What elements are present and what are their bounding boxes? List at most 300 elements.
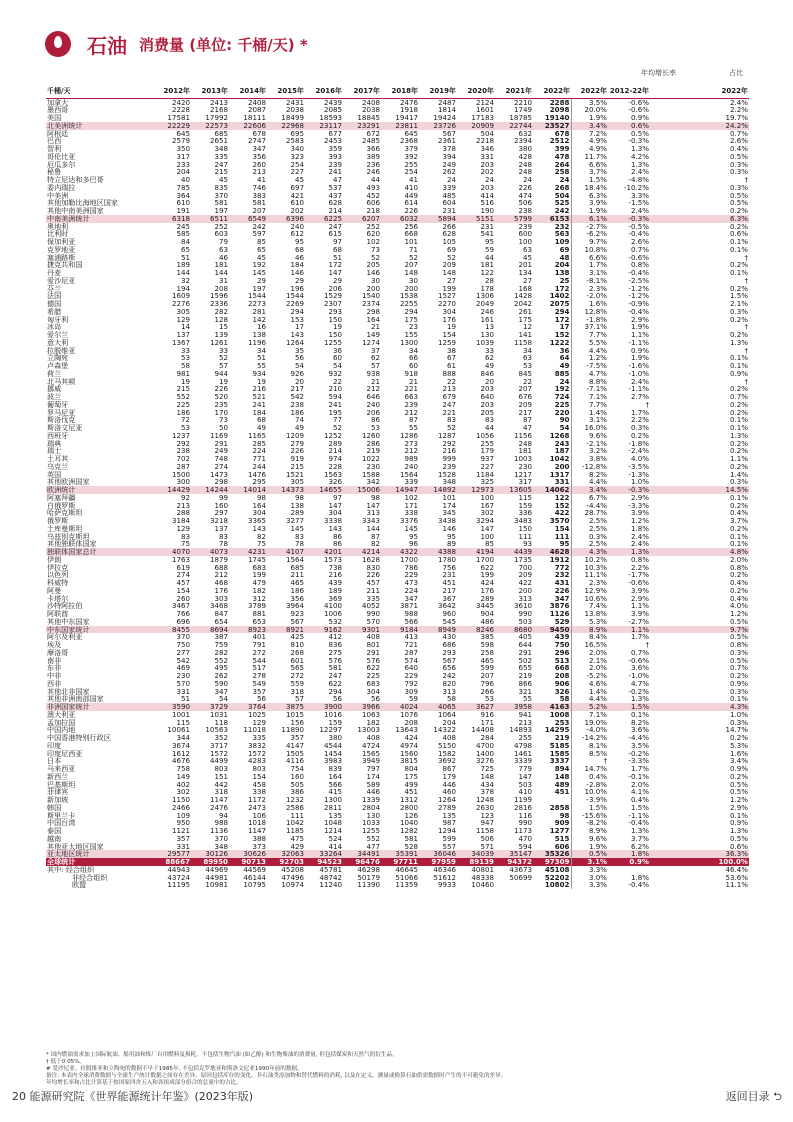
cell-value: 654 [214, 617, 228, 626]
cell-value: 56 [294, 354, 304, 362]
cell-value: 10974 [281, 881, 304, 889]
cell-value: 1199 [513, 796, 532, 804]
cell-value: 3.9% [630, 509, 649, 517]
cell-value: 13605 [495, 486, 533, 494]
cell-value: 505 [290, 780, 304, 789]
cell-value: 44981 [205, 873, 228, 882]
cell-value: 1025 [247, 710, 266, 719]
cell-value: 386 [290, 788, 304, 796]
cell-value: 184 [252, 408, 266, 417]
cell-value: 4499 [209, 757, 228, 765]
cell-value: 22573 [191, 122, 229, 130]
cell-value: 8.4% [571, 633, 608, 641]
cell-value: 676 [518, 393, 532, 401]
cell-value: 457 [366, 579, 380, 587]
cell-value: 947 [480, 819, 494, 827]
cell-value: 576 [328, 656, 342, 665]
cell-value: 215 [214, 168, 228, 176]
cell-value: 161 [480, 315, 494, 324]
cell-value: 109 [176, 811, 190, 820]
row-label: 阿尔及利亚 [47, 633, 83, 641]
cell-value: 1042 [285, 819, 304, 827]
cell-value: 12 [522, 323, 532, 331]
cell-value: 934 [252, 369, 266, 378]
cell-value: 279 [290, 439, 304, 448]
cell-value: 291 [214, 439, 228, 448]
cell-value: 18499 [281, 114, 304, 122]
cell-value: 1.7% [630, 633, 649, 641]
back-to-contents-link[interactable]: 返回目录 ⮌ [725, 1090, 782, 1103]
cell-value: 566 [404, 617, 418, 626]
cell-value: 50699 [509, 873, 532, 882]
cell-value: 5.5% [571, 339, 608, 347]
table-row [46, 626, 749, 634]
cell-value: 6549 [229, 215, 267, 223]
cell-value: 83 [446, 416, 456, 424]
cell-value: 0.1% [729, 424, 748, 432]
cell-value: 295 [252, 478, 266, 486]
cell-value: 197 [252, 284, 266, 293]
cell-value: 421 [290, 191, 304, 200]
cell-value: 199 [252, 571, 266, 579]
cell-value: 19 [180, 377, 190, 386]
cell-value: 52202 [544, 873, 570, 882]
cell-value: -3.3% [628, 757, 649, 765]
cell-value: 0.5% [729, 788, 748, 796]
cell-value: 106 [252, 811, 266, 820]
cell-value: 288 [176, 509, 190, 517]
cell-value: -1.1% [628, 385, 649, 393]
cell-value: 1018 [247, 819, 266, 827]
cell-value: 7.7% [571, 401, 608, 409]
cell-value: 216 [252, 385, 266, 393]
table-row [46, 292, 749, 300]
cell-value: 151 [214, 772, 228, 781]
cell-value: 1156 [513, 431, 532, 440]
cell-value: 345 [442, 509, 456, 517]
cell-value: 85 [484, 540, 494, 548]
cell-value: 475 [290, 834, 304, 843]
cell-value: 1277 [549, 827, 570, 835]
column-header: 2012年 [153, 86, 191, 98]
cell-value: 1033 [361, 819, 380, 827]
row-label: 孟加拉国 [47, 718, 76, 727]
cell-value: 33264 [305, 850, 343, 858]
cell-value: 0.5% [630, 129, 649, 138]
cell-value: -3.3% [628, 501, 649, 510]
cell-value: 335 [366, 594, 380, 603]
cell-value: 0.6% [729, 842, 748, 851]
cell-value: 14244 [191, 486, 229, 494]
row-label: 摩洛哥 [47, 648, 69, 657]
cell-value: 1222 [549, 338, 570, 347]
cell-value: -1.8% [628, 439, 649, 448]
cell-value: 346 [480, 145, 494, 153]
row-label: 冰岛 [47, 323, 62, 331]
cell-value: 413 [404, 633, 418, 641]
cell-value: 4388 [419, 548, 457, 556]
cell-value: 52 [370, 253, 380, 262]
cell-value: -3.9% [571, 796, 608, 804]
cell-value: 17992 [205, 114, 228, 122]
table-row [46, 447, 749, 455]
table-row [46, 254, 749, 262]
cell-value: 246 [480, 307, 494, 316]
table-row [46, 719, 749, 727]
cell-value: -1.6% [628, 362, 649, 370]
cell-value: 830 [366, 563, 380, 572]
cell-value: 702 [176, 455, 190, 463]
cell-value: 154 [176, 586, 190, 595]
cell-value: -1.0% [628, 369, 649, 378]
cell-value: 0.2% [729, 447, 748, 455]
footnote: # 爱沙尼亚、拉脱维亚和立陶宛的数据不早于1985年, 不包括克罗地亚和斯洛文尼亚1990年前的数据。 [46, 1066, 303, 1072]
cell-value: 601 [290, 656, 304, 665]
cell-value: 6.6% [571, 254, 608, 262]
cell-value: 229 [404, 571, 418, 579]
cell-value: 286 [366, 439, 380, 448]
cell-value: 0.4% [729, 145, 748, 153]
cell-value: 96476 [343, 858, 381, 866]
column-header: 2013年 [191, 86, 229, 98]
cell-value: 0.3% [729, 168, 748, 176]
cell-value: 3277 [285, 517, 304, 525]
cell-value: 3692 [437, 757, 456, 765]
cell-value: 54 [218, 695, 228, 703]
row-label: 英国 [47, 470, 62, 479]
cell-value: 217 [518, 408, 532, 417]
row-label: 拉脱维亚 [47, 346, 76, 355]
cell-value: 75 [180, 540, 190, 548]
cell-value: 0.2% [729, 261, 748, 269]
cell-value: 164 [328, 772, 342, 781]
cell-value: 1237 [171, 431, 190, 440]
cell-value: 2.0% [630, 780, 649, 789]
cell-value: 10061 [167, 726, 190, 734]
cell-value: 2630 [475, 803, 494, 812]
cell-value: 0.7% [729, 393, 748, 401]
cell-value: -0.1% [628, 772, 649, 781]
cell-value: 46298 [357, 865, 380, 874]
cell-value: 4065 [419, 703, 457, 711]
cell-value: 3483 [513, 517, 532, 525]
cell-value: 68 [332, 245, 342, 254]
cell-value: 147 [328, 269, 342, 277]
cell-value: 14.7% [571, 765, 608, 773]
cell-value: 203 [480, 160, 494, 169]
cell-value: 4147 [285, 741, 304, 750]
cell-value: 277 [176, 648, 190, 657]
cell-value: 2789 [437, 803, 456, 812]
cell-value: 339 [404, 478, 418, 486]
cell-value: 55 [256, 362, 266, 370]
table-row [46, 246, 749, 254]
row-label: 法国 [47, 292, 62, 300]
cell-value: 195 [328, 408, 342, 417]
cell-value: 0.2% [729, 772, 748, 781]
cell-value: 0.9% [608, 858, 650, 866]
cell-value: 1274 [361, 338, 380, 347]
cell-value: 620 [366, 230, 380, 238]
cell-value: 10563 [205, 726, 228, 734]
cell-value: 402 [176, 780, 190, 789]
cell-value: 216 [328, 571, 342, 579]
cell-value: 31 [218, 276, 228, 285]
cell-value: 2.4% [630, 168, 649, 176]
cell-value: 28 [484, 276, 494, 285]
cell-value: 1158 [475, 827, 494, 835]
cell-value: 292 [442, 439, 456, 448]
cell-value: 2.9% [729, 803, 748, 812]
cell-value: 282 [214, 307, 228, 316]
cell-value: 0.3% [729, 160, 748, 169]
cell-value: 4974 [399, 741, 418, 750]
row-label: 德国 [47, 300, 62, 308]
cell-value: 4070 [153, 548, 191, 556]
cell-value: 217 [290, 385, 304, 393]
cell-value: 1609 [171, 292, 190, 300]
cell-value: 552 [214, 656, 228, 665]
cell-value: 226 [554, 586, 570, 595]
cell-value: 3218 [209, 517, 228, 525]
cell-value: 204 [442, 718, 456, 727]
cell-value: 0.5% [729, 152, 748, 161]
cell-value: 0.2% [729, 586, 748, 595]
cell-value: 0.1% [729, 493, 748, 502]
table-row [46, 788, 749, 796]
cell-value: 0.3% [729, 183, 748, 192]
cell-value: -0.6% [628, 656, 649, 665]
cell-value: 9162 [305, 626, 343, 634]
table-row [46, 703, 749, 711]
cell-value: 988 [404, 610, 418, 618]
row-label: 其他中东国家 [47, 617, 90, 626]
cell-value: 1.5% [729, 292, 748, 300]
cell-value: 541 [480, 230, 494, 238]
cell-value: 656 [442, 664, 456, 672]
cell-value [608, 866, 650, 874]
cell-value: 154 [442, 331, 456, 339]
cell-value: 581 [252, 199, 266, 207]
cell-value: 13.8% [571, 610, 608, 618]
row-label: 其他北非国家 [47, 687, 90, 696]
cell-value: 0.9% [630, 346, 649, 355]
cell-value: -8.2% [571, 819, 608, 827]
table-row [46, 145, 749, 153]
cell-value: 604 [442, 199, 456, 207]
cell-value: 1264 [285, 338, 304, 347]
cell-value: 3.7% [729, 517, 748, 525]
cell-value: 3958 [495, 703, 533, 711]
table-row [46, 525, 749, 533]
cell-value: 214 [328, 447, 342, 455]
cell-value: 191 [176, 207, 190, 215]
cell-value: 1268 [549, 431, 570, 440]
cell-value: 2651 [209, 137, 228, 145]
cell-value: 225 [554, 400, 570, 409]
table-row [46, 765, 749, 773]
row-label: 中美洲 [47, 191, 69, 200]
row-label: 加拿大 [47, 98, 69, 107]
cell-value: 696 [176, 617, 190, 626]
table-row [46, 502, 749, 510]
table-row [46, 804, 749, 812]
cell-value: 160 [214, 501, 228, 510]
cell-value: 695 [290, 129, 304, 138]
table-row [46, 192, 749, 200]
cell-value: 242 [442, 672, 456, 680]
cell-value: 48742 [319, 873, 342, 882]
cell-value: 0.2% [729, 284, 748, 293]
cell-value: 1.1% [729, 455, 748, 463]
cell-value: 0.3% [571, 533, 608, 541]
row-label: 葡萄牙 [47, 400, 69, 409]
cell-value: 367 [442, 594, 456, 603]
cell-value: 13643 [395, 726, 418, 734]
cell-value: 503 [518, 780, 532, 789]
cell-value: 115 [176, 718, 190, 727]
cell-value: 272 [290, 672, 304, 680]
cell-value: 6.3% [650, 215, 749, 223]
cell-value: -0.6% [628, 253, 649, 262]
cell-value: 835 [214, 183, 228, 192]
table-row [46, 812, 749, 820]
cell-value: 394 [442, 152, 456, 161]
row-label: 乌克兰 [47, 462, 69, 471]
cell-value: 272 [252, 648, 266, 657]
cell-value: 3949 [361, 757, 380, 765]
cell-value: 2288 [549, 98, 570, 107]
cell-value: 0.4% [729, 509, 748, 517]
cell-value: 0.2% [729, 462, 748, 471]
cell-value: 242 [554, 207, 570, 215]
cell-value: 1780 [437, 555, 456, 564]
cell-value: 1006 [323, 610, 342, 618]
cell-value: 412 [328, 633, 342, 641]
cell-value: 176 [480, 586, 494, 595]
cell-value: 95 [294, 238, 304, 246]
cell-value: 9301 [343, 626, 381, 634]
row-label: 中非 [47, 672, 62, 680]
cell-value: 147 [366, 501, 380, 510]
cell-value: 0.3% [729, 718, 748, 727]
cell-value: 750 [176, 641, 190, 649]
row-label: 比利时 [47, 230, 69, 238]
cell-value: 672 [366, 129, 380, 138]
cell-value: 36046 [419, 850, 457, 858]
cell-value: 100 [480, 493, 494, 502]
cell-value: 220 [554, 408, 570, 417]
cell-value: 2431 [285, 98, 304, 107]
cell-value: 241 [328, 400, 342, 409]
cell-value: 142 [252, 315, 266, 324]
cell-value: -1.2% [628, 292, 649, 300]
cell-value: 318 [290, 687, 304, 696]
cell-value: 2473 [247, 803, 266, 812]
cell-value: 0.2% [729, 672, 748, 680]
cell-value: 697 [290, 183, 304, 192]
cell-value: 3815 [399, 757, 418, 765]
cell-value: 663 [404, 393, 418, 401]
table-row [46, 424, 749, 432]
cell-value: 44943 [167, 865, 190, 874]
table-row [46, 618, 749, 626]
cell-value: 313 [442, 687, 456, 696]
cell-value: 1.9% [630, 354, 649, 362]
cell-value: 1596 [209, 292, 228, 300]
cell-value: 6511 [191, 215, 229, 223]
cell-value: 20909 [457, 122, 495, 130]
cell-value: 1400 [475, 749, 494, 758]
cell-value: 1003 [513, 455, 532, 463]
cell-value: 212 [404, 408, 418, 417]
cell-value: 600 [518, 230, 532, 238]
table-row [46, 455, 749, 463]
cell-value: 3983 [323, 757, 342, 765]
cell-value: 14655 [305, 486, 343, 494]
cell-value: 1.8% [630, 524, 649, 533]
cell-value: 2.2% [630, 563, 649, 572]
footnote: * 国内燃油需求加上国际航油、船用油和炼厂自用燃料及损耗。不包括生物汽油 (如乙醇) 和生物柴油的消费量, 但包括煤炭和天然气的衍生品。 [46, 1052, 398, 1058]
cell-value: 999 [442, 455, 456, 463]
cell-value: 4544 [323, 741, 342, 750]
cell-value: 810 [290, 641, 304, 649]
cell-value: 2586 [285, 803, 304, 812]
cell-value: -0.2% [628, 749, 649, 758]
cell-value: 9.6% [571, 432, 608, 440]
cell-value: 141 [518, 331, 532, 339]
cell-value: 123 [480, 811, 494, 820]
cell-value: 49 [559, 362, 570, 370]
column-header: 千桶/天 [46, 86, 153, 98]
cell-value: 298 [366, 307, 380, 316]
cell-value: -0.4% [628, 881, 649, 889]
cell-value: 1582 [437, 749, 456, 758]
row-label: 乌兹别克斯坦 [47, 532, 90, 541]
cell-value: 2273 [247, 300, 266, 308]
cell-value: 36 [332, 346, 342, 355]
cell-value: 428 [518, 152, 532, 161]
cell-value: 38 [446, 346, 456, 355]
footnotes [46, 1052, 749, 1087]
cell-value: 2858 [549, 803, 570, 812]
cell-value: 3.1% [571, 416, 608, 424]
cell-value: 2218 [475, 137, 494, 145]
cell-value: 3.9% [571, 199, 608, 207]
cell-value: 3.4% [571, 486, 608, 494]
cell-value: 4194 [457, 548, 495, 556]
table-row [46, 750, 749, 758]
cell-value: 549 [252, 679, 266, 688]
table-row [46, 347, 749, 355]
cell-value: 213 [176, 501, 190, 510]
cell-value: 1214 [323, 827, 342, 835]
cell-value: 294 [328, 687, 342, 696]
cell-value: 150 [328, 315, 342, 324]
cell-value: 640 [480, 393, 494, 401]
table-row [46, 564, 749, 572]
cell-value: 78 [294, 540, 304, 548]
cell-value: 148 [442, 269, 456, 277]
cell-value: 516 [480, 199, 494, 207]
cell-value: 565 [290, 664, 304, 672]
cell-value: 756 [442, 563, 456, 572]
cell-value: 1.7% [630, 765, 649, 773]
cell-value: 14373 [267, 486, 305, 494]
cell-value: 938 [366, 369, 380, 378]
cell-value: 0.7% [630, 648, 649, 657]
cell-value: -0.4% [628, 819, 649, 827]
